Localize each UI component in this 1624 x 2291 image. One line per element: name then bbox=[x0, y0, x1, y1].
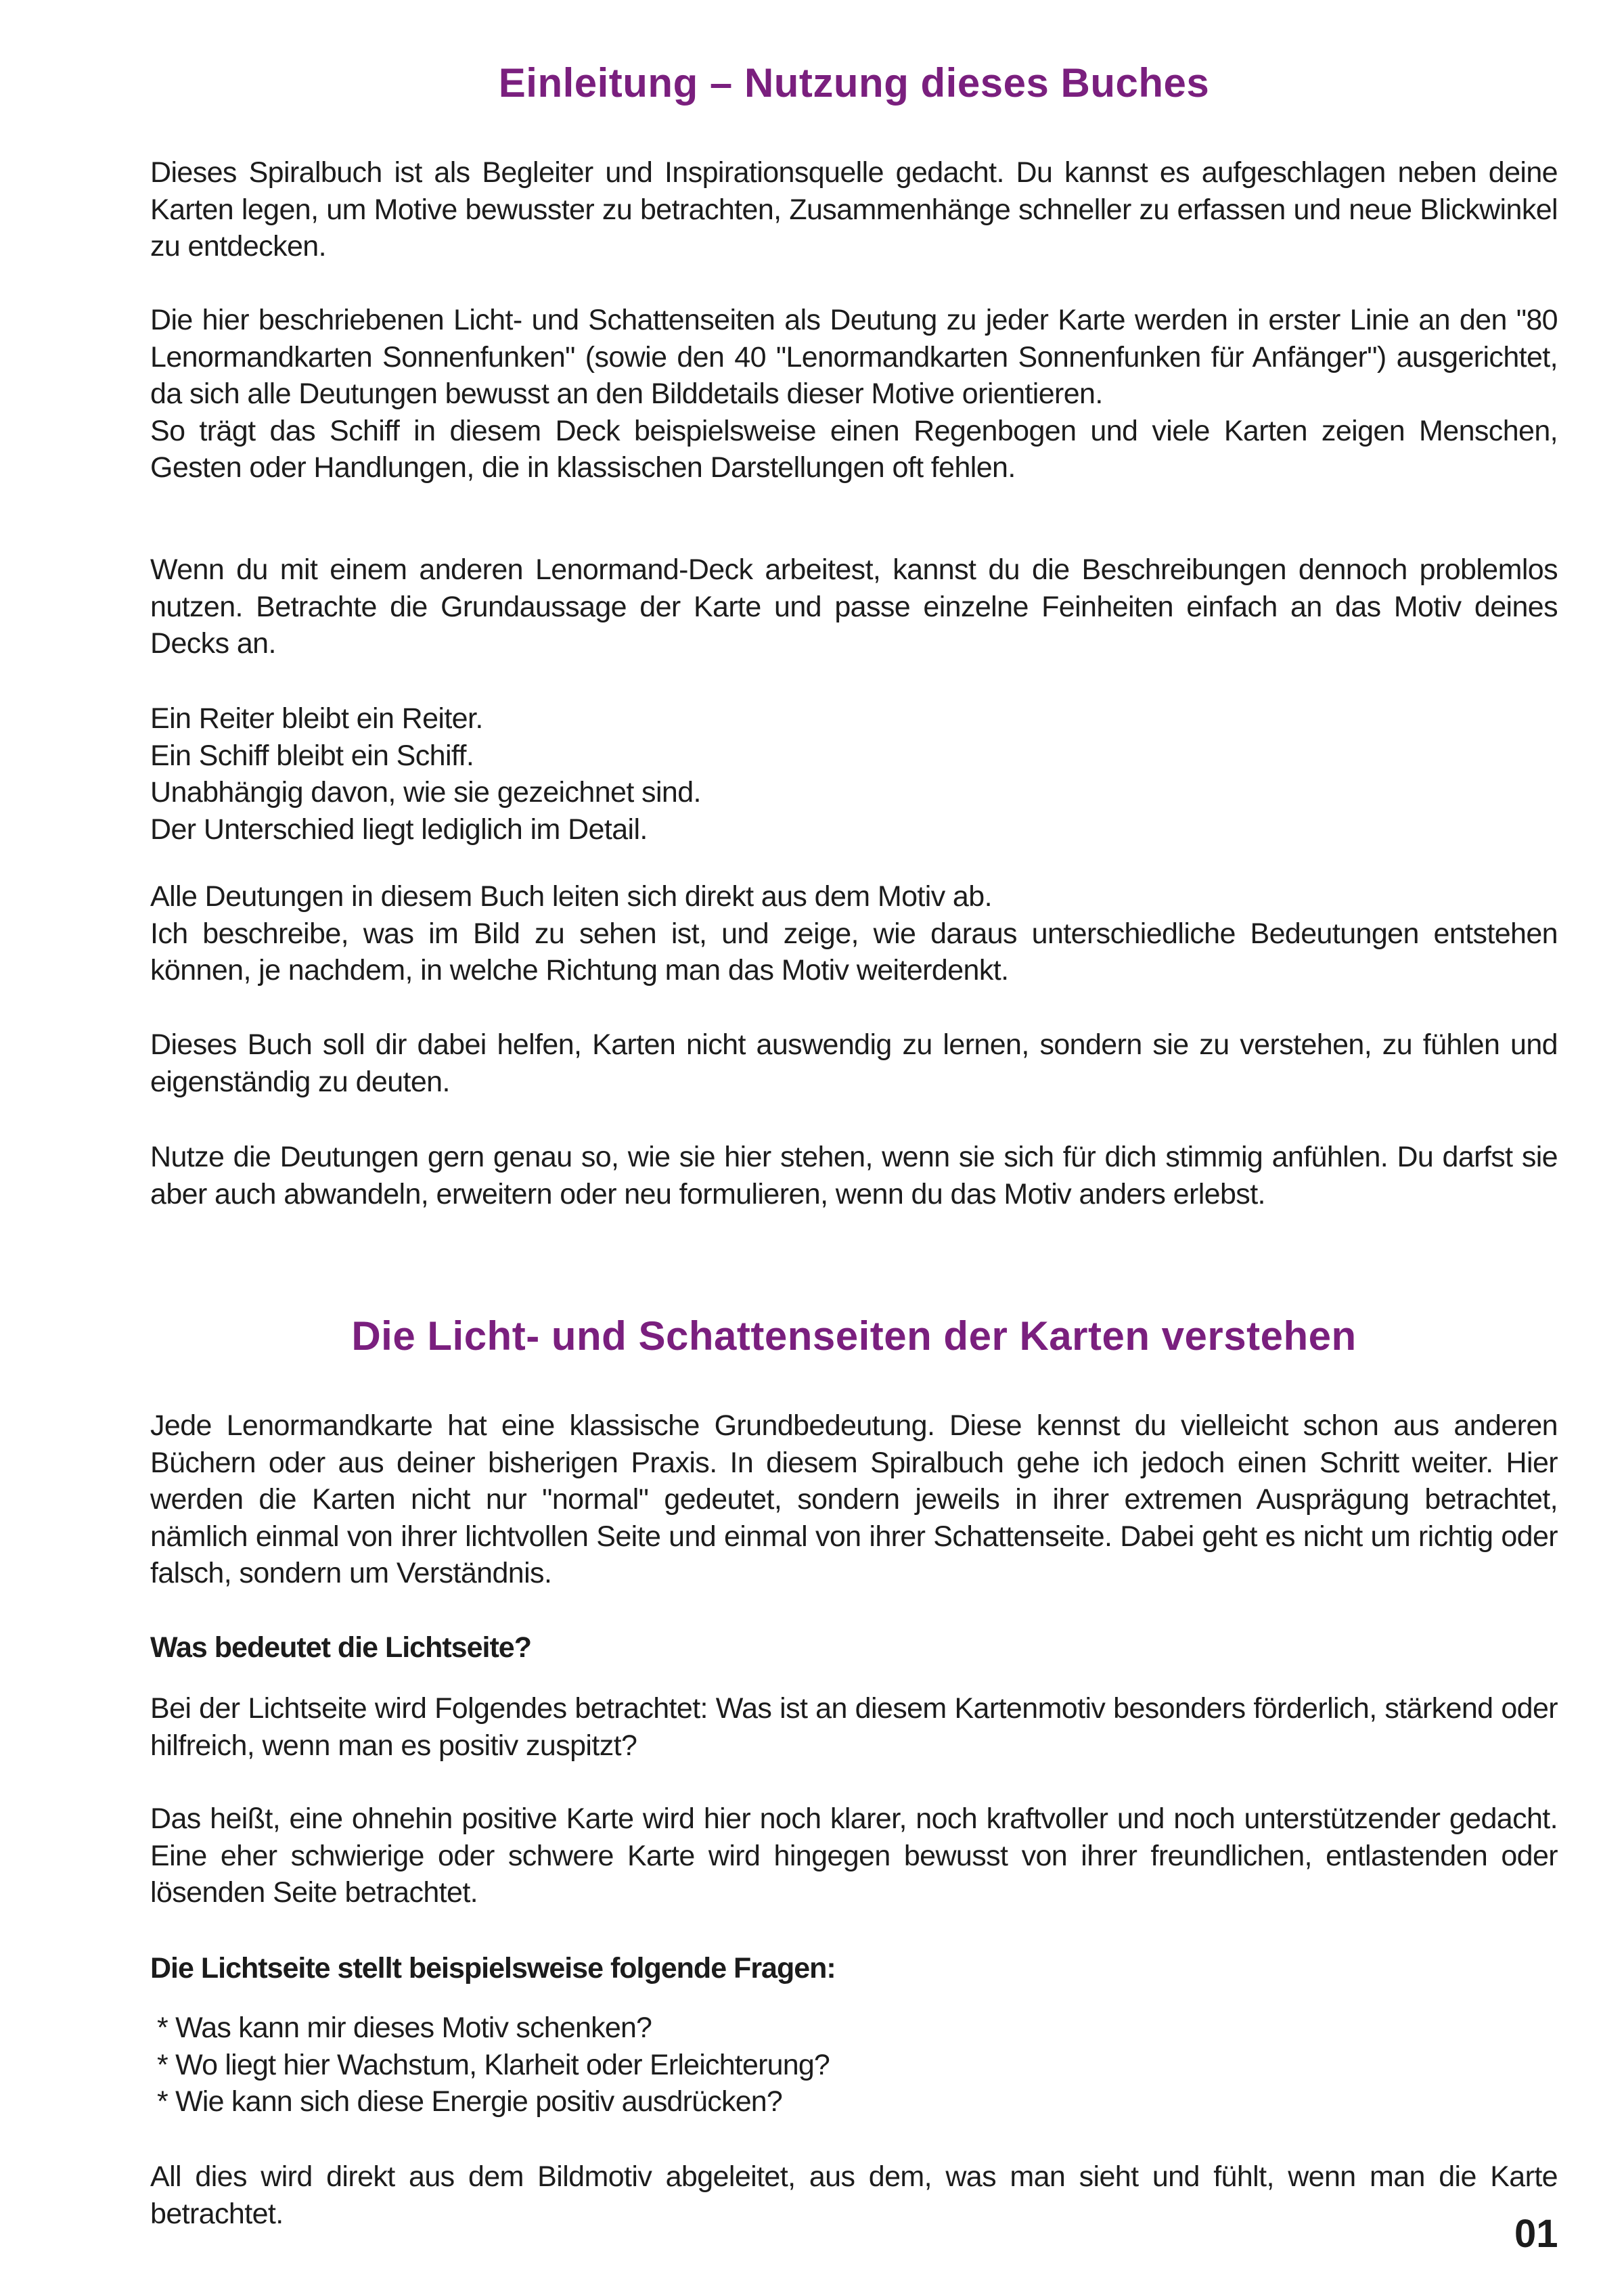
paragraph-light-side-2: Das heißt, eine ohnehin positive Karte wird hier noch klarer, noch kraftvoller und noch unterstützender gedacht. Eine eher schwierige oder schwere Karte wird hingegen bewusst von ihrer freundlichen, entlastenden oder lösenden Seite betrachtet. bbox=[150, 1802, 1558, 1909]
paragraph-closing: All dies wird direkt aus dem Bildmotiv abgeleitet, aus dem, was man sieht und fühlt, wenn man die Karte betrachtet. bbox=[150, 2160, 1558, 2230]
question-item: * Wo liegt hier Wachstum, Klarheit oder Erleichterung? bbox=[157, 2048, 830, 2081]
paragraph-group-motif bbox=[150, 878, 1558, 989]
page-number: 01 bbox=[1514, 2212, 1558, 2256]
paragraph-use: Nutze die Deutungen gern genau so, wie sie hier stehen, wenn sie sich für dich stimmig anfühlen. Du darfst sie aber auch abwandeln, erweitern oder neu formulieren, wenn du das Motiv anders erlebst. bbox=[150, 1141, 1558, 1210]
paragraph-light-side-1: Bei der Lichtseite wird Folgendes betrachtet: Was ist an diesem Kartenmotiv besonders förderlich, stärkend oder hilfreich, wenn man es positiv zuspitzt? bbox=[150, 1692, 1558, 1762]
paragraph-motif-description: Ich beschreibe, was im Bild zu sehen ist, und zeige, wie daraus unterschiedliche Bedeutungen entstehen können, je nachdem, in welche Richtung man das Motiv weiterdenkt. bbox=[150, 917, 1558, 986]
short-lines-group bbox=[150, 700, 1558, 848]
paragraph-learn: Dieses Buch soll dir dabei helfen, Karten nicht auswendig zu lernen, sondern sie zu verstehen, zu fühlen und eigenständig zu deuten. bbox=[150, 1028, 1558, 1098]
motif-line: Alle Deutungen in diesem Buch leiten sich direkt aus dem Motiv ab. bbox=[150, 880, 992, 913]
short-line: Unabhängig davon, wie sie gezeichnet sind. bbox=[150, 776, 701, 809]
subheading-light-questions: Die Lichtseite stellt beispielsweise folgende Fragen: bbox=[150, 1952, 836, 1984]
question-item: * Was kann mir dieses Motiv schenken? bbox=[157, 2012, 652, 2044]
paragraph-light-shadow-intro: Jede Lenormandkarte hat eine klassische Grundbedeutung. Diese kennst du vielleicht schon aus anderen Büchern oder aus deiner bisherigen Praxis. In diesem Spiralbuch gehe ich jedoch einen Schritt weiter. Hier werden die Karten nicht nur "normal" gedeutet, sondern jeweils in ihrer extremen Ausprägung betrachtet, nämlich einmal von ihrer lichtvollen Seite und einmal von ihrer Schattenseite. Dabei geht es nicht um richtig oder falsch, sondern um Verständnis. bbox=[150, 1409, 1558, 1589]
subheading-light-side: Was bedeutet die Lichtseite? bbox=[150, 1631, 531, 1664]
short-line: Ein Schiff bleibt ein Schiff. bbox=[150, 739, 474, 772]
section-title-light-shadow: Die Licht- und Schattenseiten der Karten verstehen bbox=[351, 1313, 1357, 1359]
paragraph-other-deck: Wenn du mit einem anderen Lenormand-Deck arbeitest, kannst du die Beschreibungen dennoch problemlos nutzen. Betrachte die Grundaussage der Karte und passe einzelne Feinheiten einfach an das Motiv deines Decks an. bbox=[150, 553, 1558, 660]
paragraph-spiral-book: Dieses Spiralbuch ist als Begleiter und Inspirationsquelle gedacht. Du kannst es aufgeschlagen neben deine Karten legen, um Motive bewusster zu betrachten, Zusammenhänge schneller zu erfassen und neue Blickwinkel zu entdecken. bbox=[150, 156, 1558, 263]
short-line: Der Unterschied liegt lediglich im Detail. bbox=[150, 813, 648, 846]
section-title-introduction: Einleitung – Nutzung dieses Buches bbox=[498, 60, 1210, 106]
paragraph-ship-example: So trägt das Schiff in diesem Deck beispielsweise einen Regenbogen und viele Karten zeigen Menschen, Gesten oder Handlungen, die in klassischen Darstellungen oft fehlen. bbox=[150, 414, 1558, 484]
questions-list bbox=[150, 2010, 1564, 2120]
short-line: Ein Reiter bleibt ein Reiter. bbox=[150, 702, 483, 735]
question-item: * Wie kann sich diese Energie positiv ausdrücken? bbox=[157, 2085, 783, 2118]
paragraph-group-deck bbox=[150, 302, 1558, 486]
paragraph-light-shadow-deck: Die hier beschriebenen Licht- und Schattenseiten als Deutung zu jeder Karte werden in erster Linie an den "80 Lenormandkarten Sonnenfunken" (sowie den 40 "Lenormandkarten Sonnenfunken für Anfänger") ausgerichtet, da sich alle Deutungen bewusst an den Bilddetails dieser Motive orientieren. bbox=[150, 304, 1558, 410]
